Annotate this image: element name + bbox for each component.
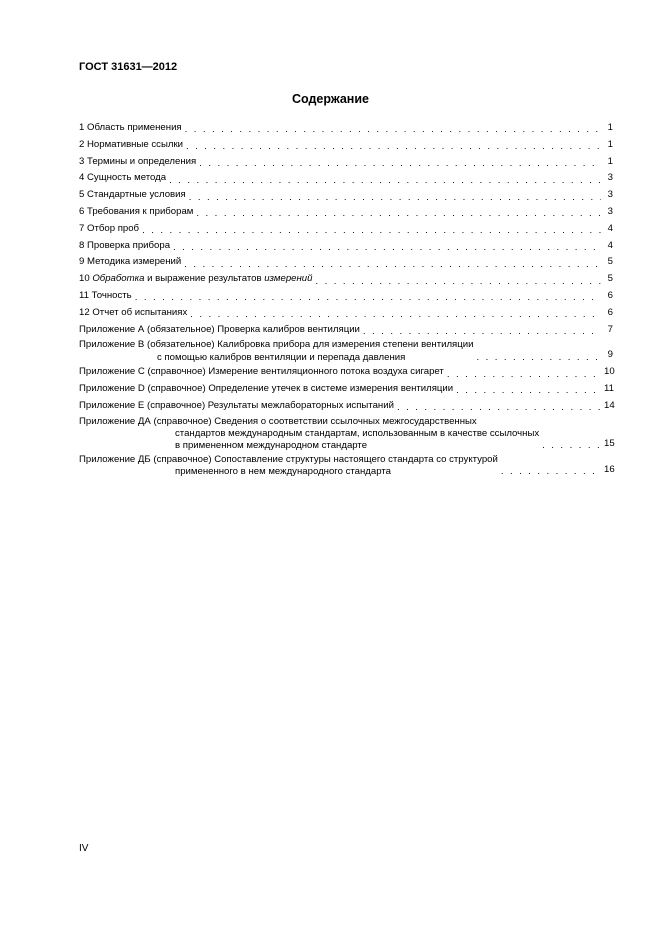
toc-leader	[169, 175, 601, 187]
toc-label: 7 Отбор проб	[79, 222, 140, 234]
toc-leader	[542, 440, 601, 452]
toc-page: 16	[604, 463, 615, 475]
toc-page: 5	[607, 256, 613, 268]
toc-label: Приложение D (справочное) Определение утечек в системе измерения вентиляции	[79, 382, 454, 394]
toc-label: Приложение Е (справочное) Результаты межлабораторных испытаний	[79, 399, 394, 411]
toc-page: 4	[607, 222, 613, 234]
toc-label: Приложение С (справочное) Измерение вентиляционного потока воздуха сигарет	[79, 366, 444, 378]
toc-leader	[456, 385, 601, 397]
toc-label	[79, 454, 498, 479]
toc-label: 4 Сущность метода	[79, 172, 167, 184]
toc-page: 5	[607, 273, 613, 285]
toc-label	[79, 339, 473, 364]
toc-entry-6[interactable]	[79, 204, 613, 221]
toc-entry-appendix-b[interactable]	[79, 339, 613, 364]
toc-leader	[173, 242, 601, 254]
toc-label	[79, 271, 312, 288]
toc-leader	[190, 309, 601, 321]
toc-entry-11[interactable]	[79, 288, 613, 305]
toc-label-line: с помощью калибров вентиляции и перепада давления	[157, 351, 406, 363]
toc-entry-3[interactable]	[79, 154, 613, 171]
document-id: ГОСТ 31631—2012	[79, 61, 178, 73]
toc-label: Приложение А (обязательное) Проверка калибров вентиляции	[79, 323, 360, 335]
toc-page: 4	[607, 239, 613, 251]
toc-entry-2[interactable]	[79, 137, 613, 154]
toc-entry-appendix-da[interactable]	[79, 416, 613, 453]
toc-page: 10	[604, 366, 615, 378]
toc-page: 11	[604, 382, 614, 394]
toc-leader	[397, 402, 601, 414]
toc-label: 3 Термины и определения	[79, 155, 197, 167]
toc-entry-7[interactable]	[79, 221, 613, 238]
toc-leader	[501, 466, 601, 478]
toc-label: 1 Область применения	[79, 122, 182, 133]
toc-entry-4[interactable]	[79, 170, 613, 187]
toc-label-italic: измерений	[264, 273, 313, 285]
toc-leader	[363, 326, 601, 338]
toc-entry-12[interactable]	[79, 305, 613, 322]
toc-label-part: 10	[79, 273, 93, 285]
toc-label	[79, 416, 539, 453]
toc-entry-appendix-db[interactable]	[79, 454, 613, 479]
toc-page: 6	[607, 306, 613, 318]
toc-leader	[476, 352, 601, 364]
toc-entry-appendix-e[interactable]	[79, 398, 613, 415]
toc-leader	[135, 292, 601, 304]
toc-label: 11 Точность	[79, 289, 132, 301]
toc-label: 9 Методика измерений	[79, 256, 182, 268]
toc-leader	[199, 158, 601, 170]
toc-label: 8 Проверка прибора	[79, 239, 171, 251]
toc-entry-10[interactable]	[79, 271, 613, 288]
toc-page: 15	[604, 437, 615, 449]
toc-leader	[315, 276, 601, 288]
toc-page: 1	[607, 155, 613, 167]
toc-page: 1	[607, 138, 613, 150]
toc-leader	[186, 141, 601, 153]
toc-page: 14	[604, 399, 615, 411]
toc-label-line: Приложение ДА (справочное) Сведения о соответствии ссылочных межгосударственных	[79, 415, 477, 427]
toc-label: 2 Нормативные ссылки	[79, 138, 184, 150]
toc-entry-appendix-a[interactable]	[79, 322, 613, 339]
toc-page: 6	[607, 289, 613, 301]
toc-label: 6 Требования к приборам	[79, 205, 194, 217]
toc-leader	[196, 208, 601, 220]
toc-page: 7	[607, 323, 613, 335]
toc-page: 3	[607, 189, 613, 201]
page-title: Содержание	[291, 92, 369, 106]
toc-leader	[447, 369, 601, 381]
toc-leader	[184, 259, 601, 271]
toc-label: 12 Отчет об испытаниях	[79, 306, 188, 318]
toc-leader	[189, 192, 601, 204]
toc-entry-5[interactable]	[79, 187, 613, 204]
toc-label-italic: Обработка	[92, 273, 145, 285]
toc-entry-9[interactable]	[79, 254, 613, 271]
toc-page: 3	[607, 205, 613, 217]
toc-page: 3	[607, 172, 613, 184]
toc-label-line: примененного в нем международного стандарта	[175, 466, 391, 478]
toc-label-part: и выражение результатов	[144, 273, 265, 285]
toc-label-line: стандартов международным стандартам, использованным в качестве ссылочных	[175, 427, 540, 439]
toc-entry-8[interactable]	[79, 238, 613, 255]
toc-entry-1[interactable]	[79, 120, 613, 137]
page-number: IV	[79, 843, 89, 854]
toc-label: 5 Стандартные условия	[79, 189, 186, 201]
toc-entry-appendix-c[interactable]	[79, 364, 613, 381]
toc-label-line: Приложение В (обязательное) Калибровка прибора для измерения степени вентиляции	[79, 339, 474, 351]
toc-label-line: Приложение ДБ (справочное) Сопоставление структуры настоящего стандарта со структурой	[79, 453, 498, 465]
toc-page: 9	[607, 349, 613, 361]
toc-page: 1	[607, 122, 613, 133]
toc-entry-appendix-d[interactable]	[79, 381, 613, 398]
toc-label-line: в примененном международном стандарте	[175, 440, 368, 452]
toc-leader	[142, 225, 601, 237]
table-of-contents	[79, 120, 613, 479]
toc-leader	[185, 124, 601, 136]
